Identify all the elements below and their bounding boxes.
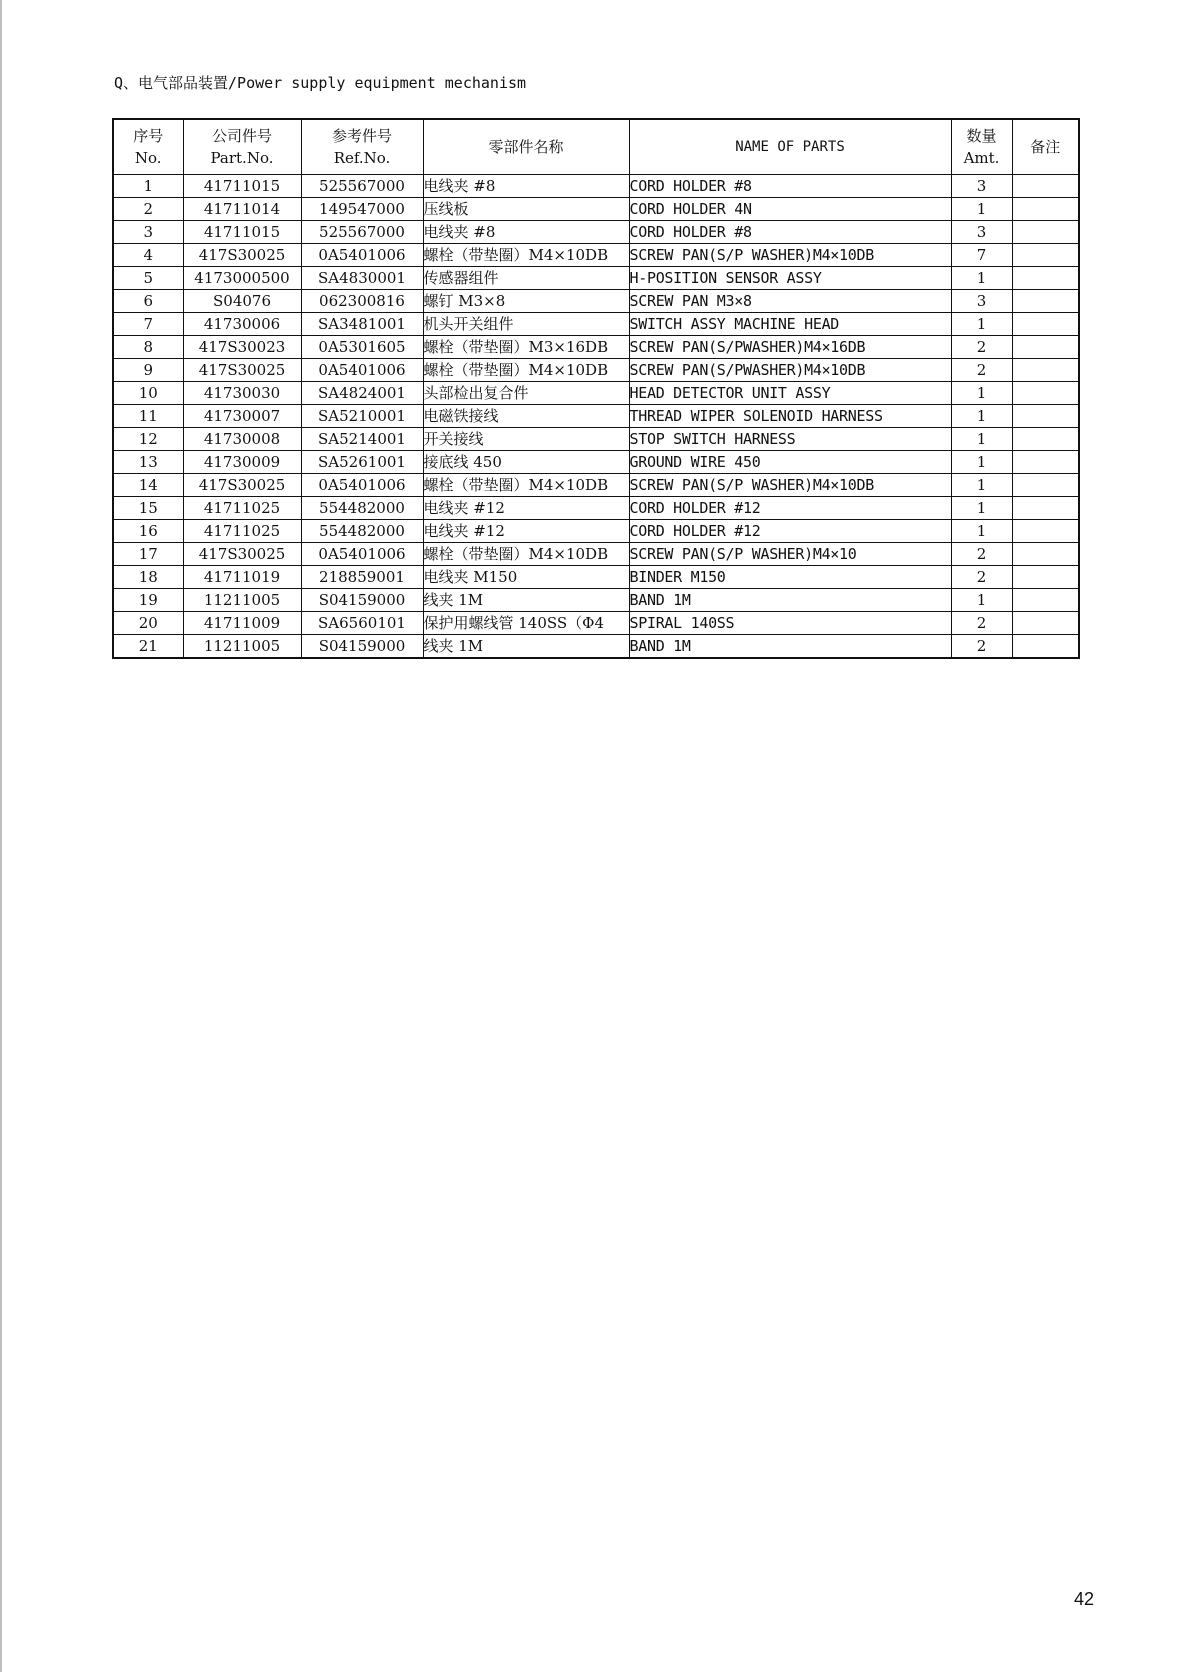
row-amount: 3 bbox=[951, 290, 1012, 313]
table-row bbox=[113, 520, 1079, 543]
row-name-cn: 电线夹 M150 bbox=[423, 566, 629, 589]
table-row bbox=[113, 382, 1079, 405]
row-name-en: THREAD WIPER SOLENOID HARNESS bbox=[629, 405, 951, 428]
table-header-row bbox=[113, 119, 1079, 175]
row-name-en: H-POSITION SENSOR ASSY bbox=[629, 267, 951, 290]
row-name-en: CORD HOLDER #12 bbox=[629, 520, 951, 543]
row-name-cn: 开关接线 bbox=[423, 428, 629, 451]
row-no: 16 bbox=[113, 520, 183, 543]
row-no: 5 bbox=[113, 267, 183, 290]
header-name-en: NAME OF PARTS bbox=[629, 119, 951, 175]
row-name-en: BAND 1M bbox=[629, 589, 951, 612]
table-row bbox=[113, 313, 1079, 336]
table-row bbox=[113, 336, 1079, 359]
row-name-cn: 电线夹 #8 bbox=[423, 221, 629, 244]
row-part-no: 41711009 bbox=[183, 612, 301, 635]
row-name-cn: 电磁铁接线 bbox=[423, 405, 629, 428]
row-no: 15 bbox=[113, 497, 183, 520]
row-name-en: BINDER M150 bbox=[629, 566, 951, 589]
row-part-no: 4173000500 bbox=[183, 267, 301, 290]
row-part-no: 417S30025 bbox=[183, 359, 301, 382]
row-name-cn: 螺栓（带垫圈）M4×10DB bbox=[423, 244, 629, 267]
row-ref-no: 149547000 bbox=[301, 198, 423, 221]
row-remark bbox=[1012, 290, 1079, 313]
row-amount: 3 bbox=[951, 221, 1012, 244]
row-part-no: 417S30023 bbox=[183, 336, 301, 359]
row-ref-no: 525567000 bbox=[301, 221, 423, 244]
table-row bbox=[113, 428, 1079, 451]
row-remark bbox=[1012, 520, 1079, 543]
row-amount: 2 bbox=[951, 543, 1012, 566]
row-name-en: SCREW PAN(S/PWASHER)M4×10DB bbox=[629, 359, 951, 382]
row-name-cn: 电线夹 #12 bbox=[423, 497, 629, 520]
row-no: 18 bbox=[113, 566, 183, 589]
row-part-no: 41730007 bbox=[183, 405, 301, 428]
row-ref-no: 554482000 bbox=[301, 520, 423, 543]
row-part-no: 41711025 bbox=[183, 520, 301, 543]
row-amount: 2 bbox=[951, 336, 1012, 359]
row-no: 14 bbox=[113, 474, 183, 497]
row-no: 20 bbox=[113, 612, 183, 635]
row-ref-no: SA5214001 bbox=[301, 428, 423, 451]
row-ref-no: SA6560101 bbox=[301, 612, 423, 635]
table-row bbox=[113, 589, 1079, 612]
row-remark bbox=[1012, 198, 1079, 221]
row-ref-no: S04159000 bbox=[301, 589, 423, 612]
row-part-no: 417S30025 bbox=[183, 474, 301, 497]
row-part-no: 41711025 bbox=[183, 497, 301, 520]
row-no: 1 bbox=[113, 175, 183, 198]
row-ref-no: SA4824001 bbox=[301, 382, 423, 405]
row-name-en: STOP SWITCH HARNESS bbox=[629, 428, 951, 451]
row-no: 10 bbox=[113, 382, 183, 405]
row-ref-no: 0A5301605 bbox=[301, 336, 423, 359]
row-amount: 1 bbox=[951, 405, 1012, 428]
row-name-en: SCREW PAN(S/PWASHER)M4×16DB bbox=[629, 336, 951, 359]
row-amount: 2 bbox=[951, 359, 1012, 382]
row-part-no: 41730009 bbox=[183, 451, 301, 474]
row-amount: 1 bbox=[951, 198, 1012, 221]
row-name-en: SPIRAL 140SS bbox=[629, 612, 951, 635]
row-part-no: 11211005 bbox=[183, 589, 301, 612]
row-name-en: CORD HOLDER 4N bbox=[629, 198, 951, 221]
row-amount: 2 bbox=[951, 612, 1012, 635]
row-ref-no: SA4830001 bbox=[301, 267, 423, 290]
row-no: 7 bbox=[113, 313, 183, 336]
row-remark bbox=[1012, 359, 1079, 382]
row-name-en: SCREW PAN(S/P WASHER)M4×10DB bbox=[629, 474, 951, 497]
row-amount: 1 bbox=[951, 428, 1012, 451]
row-name-cn: 接底线 450 bbox=[423, 451, 629, 474]
table-row bbox=[113, 198, 1079, 221]
row-remark bbox=[1012, 221, 1079, 244]
row-name-cn: 电线夹 #12 bbox=[423, 520, 629, 543]
row-ref-no: SA5261001 bbox=[301, 451, 423, 474]
row-ref-no: SA5210001 bbox=[301, 405, 423, 428]
row-name-en: SWITCH ASSY MACHINE HEAD bbox=[629, 313, 951, 336]
row-name-en: GROUND WIRE 450 bbox=[629, 451, 951, 474]
row-remark bbox=[1012, 474, 1079, 497]
row-name-en: BAND 1M bbox=[629, 635, 951, 659]
row-name-cn: 传感器组件 bbox=[423, 267, 629, 290]
row-no: 6 bbox=[113, 290, 183, 313]
row-no: 13 bbox=[113, 451, 183, 474]
row-remark bbox=[1012, 336, 1079, 359]
row-remark bbox=[1012, 405, 1079, 428]
row-no: 2 bbox=[113, 198, 183, 221]
row-name-en: CORD HOLDER #8 bbox=[629, 221, 951, 244]
header-ref-no: 参考件号 Ref.No. bbox=[301, 119, 423, 175]
row-no: 17 bbox=[113, 543, 183, 566]
row-remark bbox=[1012, 612, 1079, 635]
row-ref-no: 0A5401006 bbox=[301, 543, 423, 566]
row-part-no: 417S30025 bbox=[183, 244, 301, 267]
row-remark bbox=[1012, 313, 1079, 336]
table-row bbox=[113, 175, 1079, 198]
row-ref-no: SA3481001 bbox=[301, 313, 423, 336]
row-amount: 2 bbox=[951, 635, 1012, 659]
table-row bbox=[113, 405, 1079, 428]
table-row bbox=[113, 612, 1079, 635]
row-part-no: 41730008 bbox=[183, 428, 301, 451]
row-ref-no: 0A5401006 bbox=[301, 359, 423, 382]
row-name-cn: 螺栓（带垫圈）M4×10DB bbox=[423, 543, 629, 566]
row-part-no: 417S30025 bbox=[183, 543, 301, 566]
row-name-cn: 压线板 bbox=[423, 198, 629, 221]
table-row bbox=[113, 244, 1079, 267]
page-number: 42 bbox=[1074, 1589, 1095, 1609]
row-amount: 1 bbox=[951, 382, 1012, 405]
row-name-en: HEAD DETECTOR UNIT ASSY bbox=[629, 382, 951, 405]
row-name-cn: 电线夹 #8 bbox=[423, 175, 629, 198]
table-row bbox=[113, 543, 1079, 566]
row-part-no: 41711014 bbox=[183, 198, 301, 221]
row-remark bbox=[1012, 589, 1079, 612]
row-name-en: SCREW PAN(S/P WASHER)M4×10DB bbox=[629, 244, 951, 267]
row-no: 3 bbox=[113, 221, 183, 244]
table-row bbox=[113, 267, 1079, 290]
table-row bbox=[113, 290, 1079, 313]
row-amount: 1 bbox=[951, 497, 1012, 520]
row-name-en: SCREW PAN M3×8 bbox=[629, 290, 951, 313]
table-row bbox=[113, 566, 1079, 589]
row-amount: 1 bbox=[951, 474, 1012, 497]
row-remark bbox=[1012, 175, 1079, 198]
parts-table bbox=[112, 118, 1080, 659]
row-ref-no: 554482000 bbox=[301, 497, 423, 520]
row-amount: 1 bbox=[951, 313, 1012, 336]
row-part-no: S04076 bbox=[183, 290, 301, 313]
row-name-cn: 螺栓（带垫圈）M3×16DB bbox=[423, 336, 629, 359]
row-amount: 1 bbox=[951, 267, 1012, 290]
row-remark bbox=[1012, 497, 1079, 520]
header-no: 序号 No. bbox=[113, 119, 183, 175]
row-amount: 1 bbox=[951, 520, 1012, 543]
row-amount: 1 bbox=[951, 589, 1012, 612]
row-name-cn: 螺栓（带垫圈）M4×10DB bbox=[423, 474, 629, 497]
row-name-cn: 螺栓（带垫圈）M4×10DB bbox=[423, 359, 629, 382]
row-remark bbox=[1012, 451, 1079, 474]
table-row bbox=[113, 635, 1079, 659]
row-remark bbox=[1012, 543, 1079, 566]
row-name-en: CORD HOLDER #12 bbox=[629, 497, 951, 520]
row-no: 21 bbox=[113, 635, 183, 659]
row-part-no: 41711015 bbox=[183, 221, 301, 244]
row-remark bbox=[1012, 428, 1079, 451]
row-ref-no: S04159000 bbox=[301, 635, 423, 659]
row-name-cn: 保护用螺线管 140SS（Φ4 bbox=[423, 612, 629, 635]
row-name-cn: 头部检出复合件 bbox=[423, 382, 629, 405]
page-left-border bbox=[0, 0, 2, 1672]
row-no: 4 bbox=[113, 244, 183, 267]
row-ref-no: 0A5401006 bbox=[301, 474, 423, 497]
row-amount: 3 bbox=[951, 175, 1012, 198]
row-no: 9 bbox=[113, 359, 183, 382]
row-name-cn: 线夹 1M bbox=[423, 589, 629, 612]
row-no: 19 bbox=[113, 589, 183, 612]
table-row bbox=[113, 474, 1079, 497]
row-remark bbox=[1012, 267, 1079, 290]
row-ref-no: 525567000 bbox=[301, 175, 423, 198]
row-remark bbox=[1012, 382, 1079, 405]
table-row bbox=[113, 497, 1079, 520]
row-name-en: CORD HOLDER #8 bbox=[629, 175, 951, 198]
section-heading: Q、电气部品装置/Power supply equipment mechanism bbox=[114, 74, 527, 92]
row-amount: 1 bbox=[951, 451, 1012, 474]
row-part-no: 41711019 bbox=[183, 566, 301, 589]
table-row bbox=[113, 221, 1079, 244]
header-part-no: 公司件号 Part.No. bbox=[183, 119, 301, 175]
row-remark bbox=[1012, 244, 1079, 267]
table-row bbox=[113, 451, 1079, 474]
row-ref-no: 0A5401006 bbox=[301, 244, 423, 267]
row-remark bbox=[1012, 566, 1079, 589]
row-part-no: 11211005 bbox=[183, 635, 301, 659]
row-no: 8 bbox=[113, 336, 183, 359]
row-name-en: SCREW PAN(S/P WASHER)M4×10 bbox=[629, 543, 951, 566]
row-remark bbox=[1012, 635, 1079, 659]
row-amount: 2 bbox=[951, 566, 1012, 589]
row-ref-no: 218859001 bbox=[301, 566, 423, 589]
row-ref-no: 062300816 bbox=[301, 290, 423, 313]
row-part-no: 41730030 bbox=[183, 382, 301, 405]
row-name-cn: 线夹 1M bbox=[423, 635, 629, 659]
row-name-cn: 螺钉 M3×8 bbox=[423, 290, 629, 313]
row-amount: 7 bbox=[951, 244, 1012, 267]
row-no: 12 bbox=[113, 428, 183, 451]
header-remark: 备注 bbox=[1012, 119, 1079, 175]
header-amount: 数量 Amt. bbox=[951, 119, 1012, 175]
header-name-cn: 零部件名称 bbox=[423, 119, 629, 175]
row-part-no: 41711015 bbox=[183, 175, 301, 198]
row-part-no: 41730006 bbox=[183, 313, 301, 336]
row-name-cn: 机头开关组件 bbox=[423, 313, 629, 336]
table-row bbox=[113, 359, 1079, 382]
row-no: 11 bbox=[113, 405, 183, 428]
